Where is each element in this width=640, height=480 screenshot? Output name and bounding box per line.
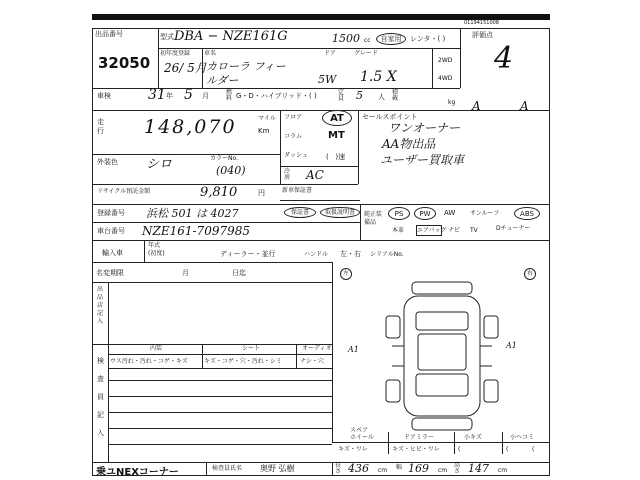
inspection-month: 5: [184, 87, 193, 103]
car-type-label: 型式: [160, 33, 174, 41]
sales-point-2: AA物出品: [382, 137, 436, 151]
interior-values: ウス汚れ・汚れ・コゲ・キズ: [110, 358, 188, 365]
recycle-value: 9,810: [200, 185, 238, 200]
name-change-month: 月: [182, 269, 189, 277]
recycle-label: リサイクル預託金額: [97, 188, 151, 195]
cc-unit: cc: [364, 37, 371, 44]
width-unit: cm: [438, 467, 448, 474]
damage-mark-right: A1: [506, 341, 517, 350]
left-marker: 左: [340, 268, 352, 280]
equip-airbag: エアバッグ: [417, 227, 447, 234]
equip-aw: AW: [444, 209, 456, 217]
auction-sheet: [92, 14, 550, 476]
lot-number: 32050: [98, 54, 151, 72]
shift-at: AT: [322, 110, 352, 126]
equip-leather: 本革: [392, 227, 405, 234]
engine-cc: 1500: [332, 32, 360, 45]
score-exterior: A: [520, 99, 529, 113]
warranty-mark: 保証書: [284, 207, 316, 218]
registration-label: 登録番号: [97, 209, 125, 217]
ac-label: 冷房: [284, 168, 291, 181]
capacity-unit: 人: [378, 93, 385, 101]
import-dealer: ディーラー・並行: [220, 250, 276, 258]
inspection-year-unit: 年: [166, 92, 173, 100]
equip-sunroof: サンルーフ: [470, 210, 500, 217]
length-value: 436: [348, 462, 369, 475]
color-label: 外装色: [97, 158, 118, 166]
equip-dtuner: Dチューナー: [496, 225, 531, 232]
width-label: 幅: [396, 464, 403, 471]
car-name-value: カローラ フィールダー: [206, 60, 286, 87]
inspector-note-label: 検査員記入: [97, 357, 104, 437]
score-interior: A: [472, 99, 481, 113]
equip-pw: PW: [414, 207, 436, 220]
rental-field: レンタ・( ): [410, 35, 446, 43]
ac-value: AC: [306, 168, 324, 182]
audio-header: オーディオ: [302, 345, 332, 352]
dent-value-2: (: [532, 446, 535, 453]
small-dent-header: 小ヘコミ: [510, 434, 535, 441]
seat-header: シート: [242, 345, 261, 352]
name-change-day: 日迄: [232, 269, 246, 277]
inspector-label: 検査員氏名: [212, 465, 243, 472]
load-label: 積載: [392, 89, 399, 102]
color-code-label: カラーNo.: [210, 155, 238, 162]
shift-dash: ダッシュ: [284, 152, 308, 159]
mileage-unit-km: Km: [258, 127, 270, 135]
wheel-values: キズ・ワレ: [338, 446, 368, 453]
import-first: (初度): [148, 250, 165, 257]
equip-ps: PS: [388, 207, 410, 220]
import-label: 輸入車: [102, 249, 123, 257]
height-value: 147: [468, 462, 489, 475]
shift-speed: ( )速: [326, 153, 346, 161]
exhibitor-label: 出品店記入: [97, 286, 104, 325]
scratch-value: (: [458, 446, 461, 453]
import-handle: ハンドル: [304, 251, 329, 258]
equip-abs: ABS: [514, 207, 540, 220]
first-reg-value: 26/ 5月: [164, 61, 207, 75]
serial-number: 01194151008: [464, 20, 499, 26]
height-unit: cm: [498, 467, 508, 474]
mirror-header: ドアミラー: [404, 434, 434, 441]
doors-value: 5W: [318, 73, 337, 86]
shift-mt: MT: [328, 130, 345, 141]
recycle-unit: 円: [258, 189, 265, 197]
brand-logo: 乗ユNEXコーナー: [96, 467, 179, 478]
length-unit: cm: [378, 467, 388, 474]
score-value: 4: [494, 41, 514, 76]
inspection-month-unit: 月: [202, 92, 209, 100]
mileage-value: 148,070: [144, 116, 237, 138]
equip-navi: ナビ: [448, 227, 461, 234]
drive-4wd: 4WD: [438, 75, 453, 82]
equipment-label: 純正装備品: [364, 211, 383, 226]
inspection-label: 車検: [97, 92, 111, 100]
car-name-label: 車名: [204, 50, 217, 57]
fuel-options: G・D・ハイブリッド・( ): [236, 92, 317, 100]
grade-label: グレード: [354, 50, 379, 57]
sales-point-1: ワンオーナー: [388, 121, 461, 135]
shift-column: コラム: [284, 133, 302, 140]
color-value: シロ: [146, 157, 173, 172]
lot-label: 出品番号: [95, 30, 123, 38]
name-change-label: 名変期限: [96, 269, 124, 277]
capacity-label: 定員: [338, 89, 345, 102]
height-label: 高さ: [454, 462, 461, 475]
seat-values: キズ・コゲ・穴・汚れ・シミ: [204, 358, 282, 365]
model-code: DBA − NZE161G: [174, 29, 288, 44]
manual-mark: 取扱説明書: [320, 207, 360, 218]
wheel-header: ホイール: [350, 434, 374, 441]
spare-label: スペア: [350, 427, 369, 434]
doors-label: ドア: [324, 50, 336, 57]
first-reg-label: 初年度登録: [160, 50, 191, 57]
width-value: 169: [408, 462, 429, 475]
shift-floor: フロア: [284, 114, 303, 121]
usage-private: 自家用: [376, 33, 406, 45]
new-warranty: 新車保証書: [282, 187, 313, 194]
mileage-unit-mile: マイル: [258, 115, 276, 122]
inspection-year: 31: [148, 87, 166, 103]
grade-value: 1.5 X: [360, 69, 397, 85]
small-scratch-header: 小キズ: [464, 434, 482, 441]
audio-values: ナシ・穴: [300, 358, 324, 365]
drive-2wd: 2WD: [438, 57, 453, 64]
chassis-label: 車台番号: [97, 227, 125, 235]
color-code: (040): [216, 164, 246, 177]
inspector-name: 奥野 弘樹: [260, 464, 295, 473]
damage-mark-left: A1: [348, 345, 359, 354]
sales-point-3: ユーザー買取車: [380, 153, 465, 167]
right-marker: 右: [524, 268, 536, 280]
score-label: 評価点: [472, 31, 493, 39]
dent-value: (: [506, 446, 509, 453]
load-unit: kg: [448, 99, 456, 106]
mirror-values: キズ・ヒビ・ワレ: [392, 446, 440, 453]
fuel-label: 燃料: [226, 89, 233, 102]
sales-points-label: セールスポイント: [362, 113, 418, 121]
equip-tv: TV: [470, 227, 478, 234]
length-label: 長さ: [335, 462, 342, 475]
interior-header: 内装: [150, 345, 163, 352]
import-lr: 左・右: [340, 250, 361, 258]
capacity-value: 5: [356, 89, 363, 102]
import-serial: シリアルNo.: [370, 251, 404, 258]
mileage-label: 走行: [97, 118, 104, 135]
car-diagram: [382, 276, 502, 436]
import-year: 年式: [148, 242, 161, 249]
chassis-value: NZE161-7097985: [142, 224, 250, 238]
registration-value: 浜松 501 は 4027: [146, 207, 239, 220]
